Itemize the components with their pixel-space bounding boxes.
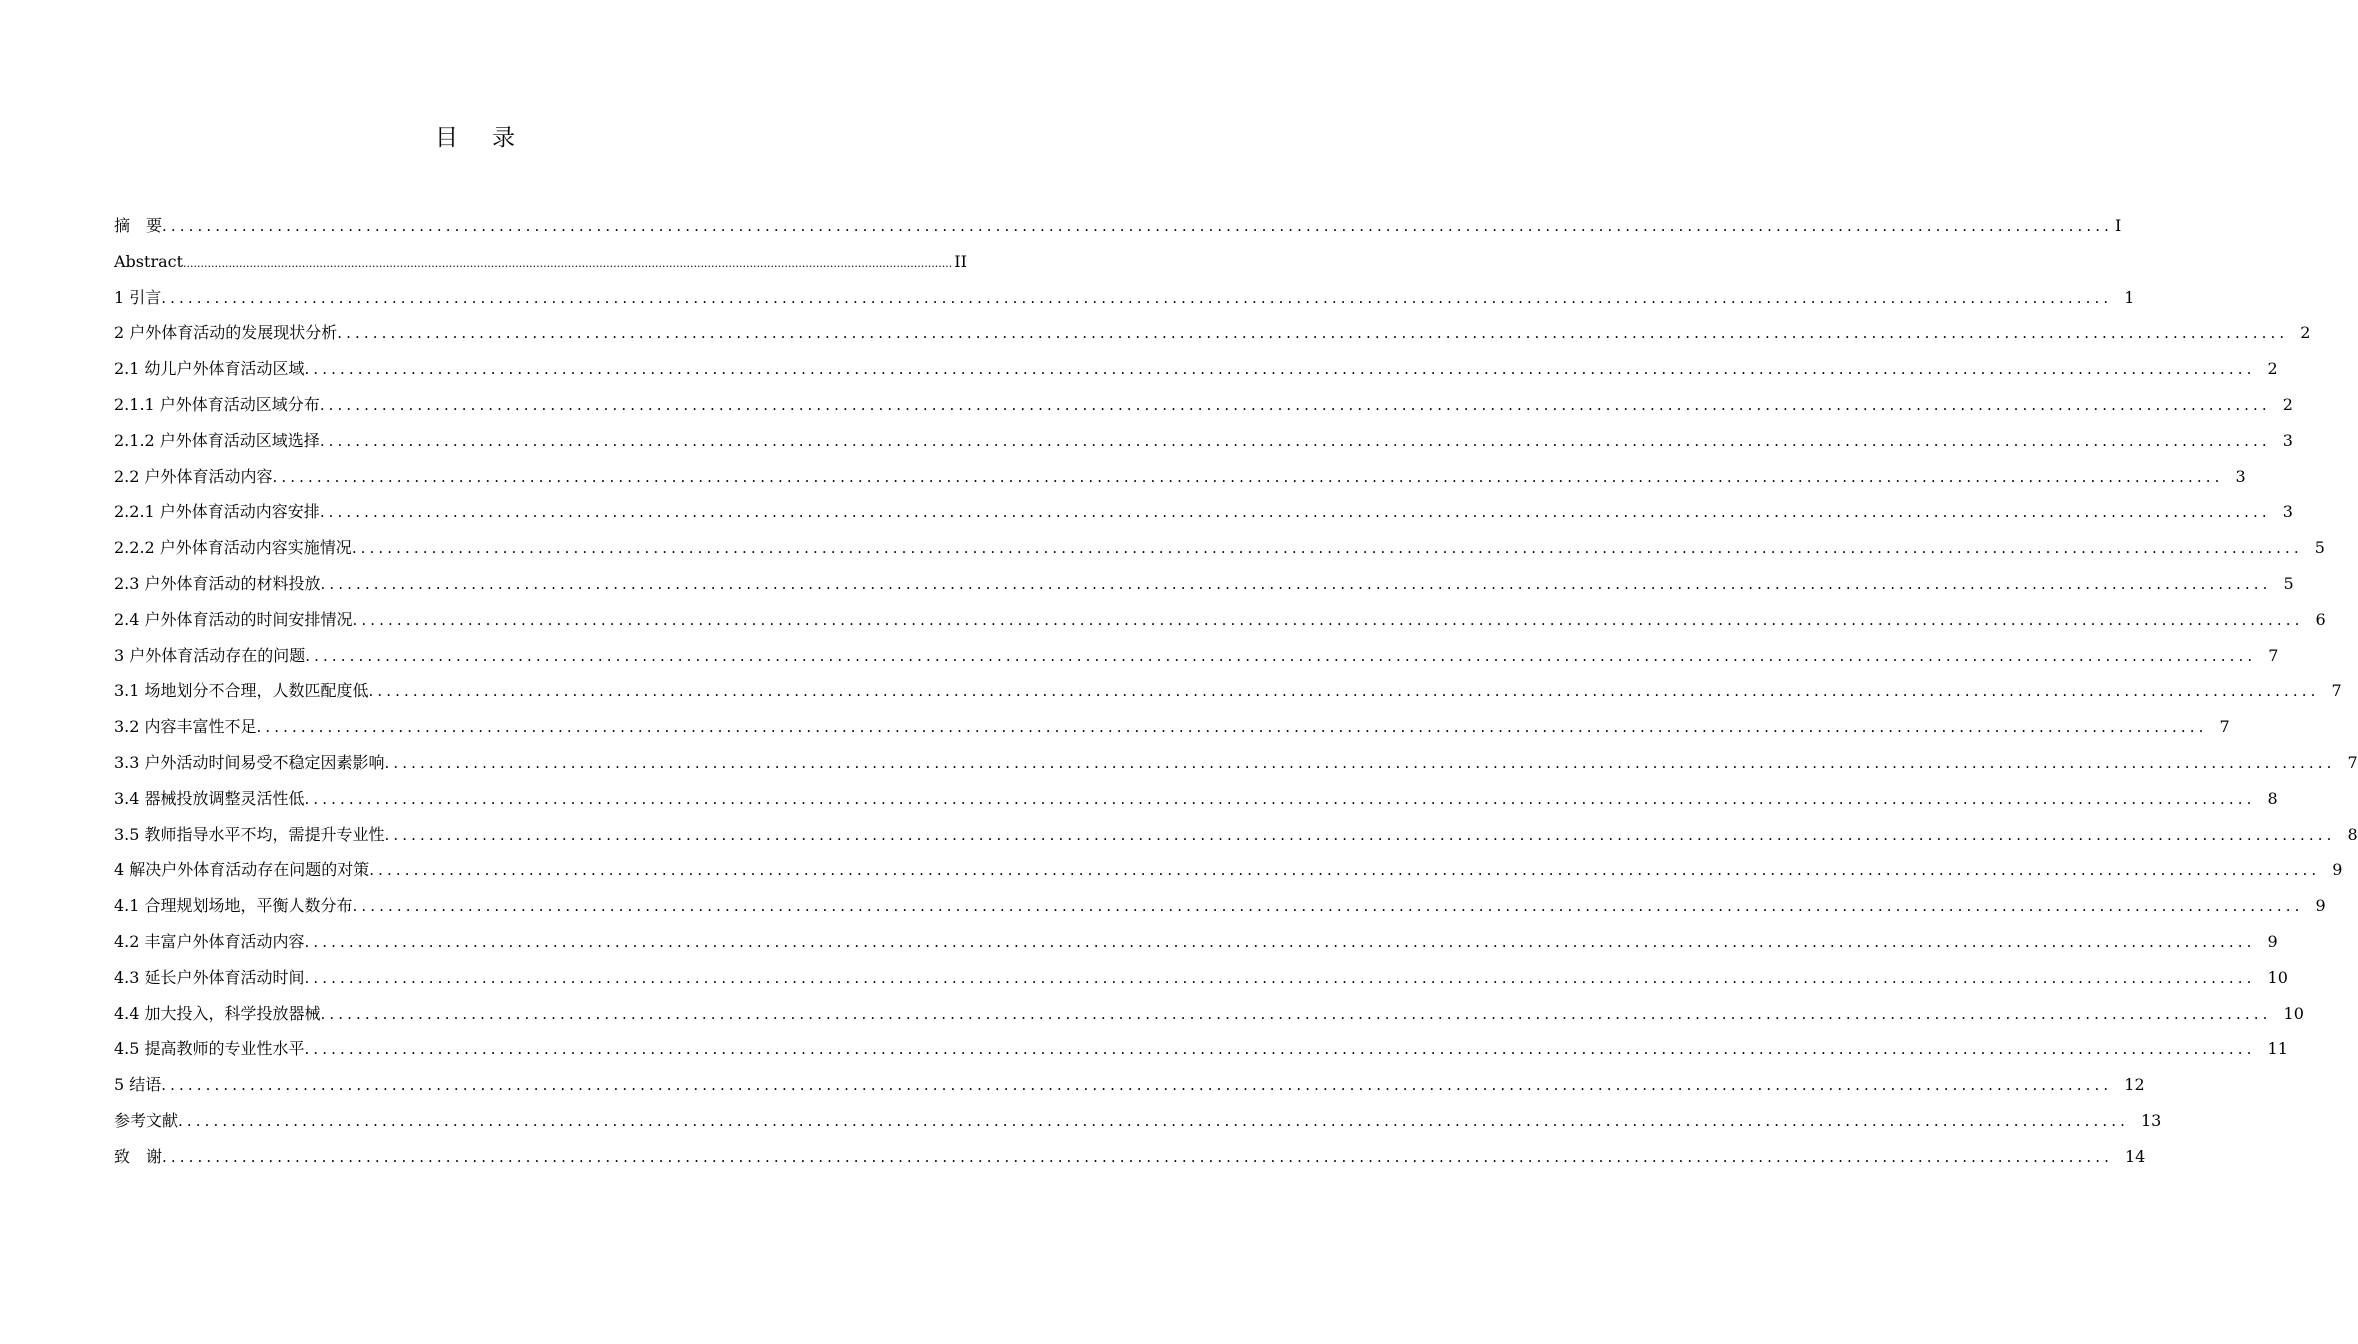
- toc-entry-label: 3.1 场地划分不合理，人数匹配度低: [114, 681, 369, 701]
- toc-entry-page-number: 9: [2315, 896, 2326, 916]
- toc-dot-leader: ............................................................................................................................................................................................................................: [369, 861, 2321, 880]
- toc-entry-label: 1 引言: [114, 287, 162, 307]
- toc-entry[interactable]: [114, 1031, 2288, 1067]
- toc-dot-leader: ............................................................................................................................................................................................................................: [337, 324, 2289, 343]
- toc-dot-leader: ............................................................................................................................................................................................................................: [384, 753, 2336, 772]
- toc-dot-leader: ............................................................................................................................................................................................................................: [384, 825, 2336, 844]
- toc-entry[interactable]: [114, 745, 2358, 781]
- toc-entry-label: 4.5 提高教师的专业性水平: [114, 1039, 305, 1059]
- toc-entry-page-number: 1: [2124, 287, 2135, 307]
- toc-entry[interactable]: [114, 960, 2288, 996]
- toc-entry[interactable]: [114, 315, 2311, 351]
- toc-dot-leader: ............................................................................................................................................................................................................................: [304, 968, 2256, 987]
- toc-entry-label: 2.1.1 户外体育活动区域分布: [114, 394, 320, 414]
- toc-entry[interactable]: [114, 781, 2278, 817]
- toc-entry-page-number: 2: [2282, 394, 2293, 414]
- toc-dot-leader: ............................................................................................................................................................................................................................: [368, 682, 2320, 701]
- toc-entry-page-number: 6: [2315, 609, 2326, 629]
- toc-entry-label: 3.5 教师指导水平不均，需提升专业性: [114, 824, 385, 844]
- toc-entry[interactable]: [114, 1067, 2145, 1103]
- toc-entry-page-number: II: [954, 251, 967, 271]
- toc-entry-label: 参考文献: [114, 1110, 179, 1130]
- toc-entry[interactable]: [114, 602, 2326, 638]
- toc-entry-label: 2.2.2 户外体育活动内容实施情况: [114, 538, 352, 558]
- toc-entry[interactable]: [114, 423, 2293, 459]
- toc-entry-page-number: 12: [2124, 1075, 2145, 1095]
- toc-title-char-2: 录: [492, 125, 515, 151]
- toc-entry-label: 2.1 幼儿户外体育活动区域: [114, 359, 305, 379]
- toc-dot-leader: ............................................................................................................................................................................................................................: [320, 574, 2272, 593]
- toc-entry-page-number: 8: [2347, 824, 2358, 844]
- toc-dot-leader: ............................................................................................................................................................................................................................: [319, 503, 2271, 522]
- toc-entry[interactable]: [114, 817, 2358, 853]
- toc-entry-page-number: 10: [2267, 967, 2288, 987]
- toc-entry[interactable]: [114, 888, 2326, 924]
- toc-entry-page-number: 3: [2282, 502, 2293, 522]
- toc-entry-page-number: 5: [2314, 538, 2325, 558]
- toc-entry-page-number: 3: [2282, 430, 2293, 450]
- toc-dot-leader: ............................................................................................................................................................................................................................: [351, 539, 2303, 558]
- toc-entry-page-number: 8: [2267, 788, 2278, 808]
- toc-dot-leader: ............................................................................................................................................................................................................................: [162, 1147, 2113, 1166]
- toc-entry[interactable]: [114, 351, 2278, 387]
- toc-dot-leader: ............................................................................................................................................................................................................................: [304, 789, 2256, 808]
- toc-entry[interactable]: [114, 924, 2278, 960]
- toc-entry[interactable]: [114, 852, 2343, 888]
- toc-entry[interactable]: [114, 459, 2246, 495]
- toc-entry-label: 摘 要: [114, 216, 163, 235]
- toc-entry[interactable]: [114, 208, 2122, 244]
- toc-dot-leader: ............................................................................................................................................................................................................................: [256, 718, 2208, 737]
- toc-entry-page-number: 5: [2283, 573, 2294, 593]
- toc-dot-leader: ............................................................................................................................................................................................................................: [319, 395, 2271, 414]
- toc-entry[interactable]: [114, 280, 2135, 316]
- toc-dot-leader: ............................................................................................................................................................................................................................: [319, 431, 2271, 450]
- toc-entry-label: 致 谢: [114, 1146, 163, 1166]
- toc-entry-label: 3 户外体育活动存在的问题: [114, 645, 306, 665]
- toc-dot-leader: ............................................................................................................................................................................................................................: [183, 256, 953, 270]
- toc-entry-label: 4 解决户外体育活动存在问题的对策: [114, 860, 370, 880]
- toc-entry[interactable]: [114, 566, 2294, 602]
- toc-entry-page-number: 9: [2267, 931, 2278, 951]
- toc-entry-label: 4.3 延长户外体育活动时间: [114, 967, 305, 987]
- toc-dot-leader: ............................................................................................................................................................................................................................: [305, 646, 2257, 665]
- toc-entry-label: 4.4 加大投入，科学投放器械: [114, 1003, 321, 1023]
- toc-entry-label: 2.3 户外体育活动的材料投放: [114, 573, 321, 593]
- toc-dot-leader: ............................................................................................................................................................................................................................: [304, 360, 2256, 379]
- toc-dot-leader: ............................................................................................................................................................................................................................: [320, 1004, 2272, 1023]
- toc-entry-page-number: I: [2115, 216, 2122, 235]
- toc-entry[interactable]: [114, 1139, 2146, 1175]
- toc-dot-leader: ............................................................................................................................................................................................................................: [162, 217, 2113, 235]
- toc-entry-page-number: 7: [2331, 681, 2342, 701]
- toc-entry-label: 2 户外体育活动的发展现状分析: [114, 323, 338, 343]
- toc-entry-page-number: 13: [2141, 1110, 2162, 1130]
- toc-dot-leader: ............................................................................................................................................................................................................................: [161, 1076, 2113, 1095]
- toc-entry[interactable]: [114, 494, 2293, 530]
- toc-dot-leader: ............................................................................................................................................................................................................................: [304, 932, 2256, 951]
- toc-entry-label: 3.3 户外活动时间易受不稳定因素影响: [114, 752, 385, 772]
- toc-dot-leader: ............................................................................................................................................................................................................................: [352, 610, 2304, 629]
- toc-title-char-1: 目: [435, 125, 458, 151]
- toc-entry-label: 5 结语: [114, 1075, 162, 1095]
- toc-dot-leader: ............................................................................................................................................................................................................................: [161, 288, 2113, 307]
- toc-entry-label: 2.4 户外体育活动的时间安排情况: [114, 609, 353, 629]
- toc-dot-leader: ............................................................................................................................................................................................................................: [178, 1111, 2129, 1130]
- toc-entry-label: 4.1 合理规划场地，平衡人数分布: [114, 896, 353, 916]
- toc-entry[interactable]: [114, 1103, 2162, 1139]
- toc-entry[interactable]: [114, 244, 967, 280]
- toc-dot-leader: ............................................................................................................................................................................................................................: [352, 897, 2304, 916]
- toc-entry[interactable]: [114, 638, 2279, 674]
- toc-title: [0, 122, 950, 154]
- toc-entry-page-number: 11: [2267, 1039, 2288, 1059]
- toc-entry-page-number: 14: [2125, 1146, 2146, 1166]
- toc-entry-page-number: 10: [2283, 1003, 2304, 1023]
- toc-entry[interactable]: [114, 709, 2230, 745]
- toc-dot-leader: ............................................................................................................................................................................................................................: [272, 467, 2224, 486]
- toc-entry-page-number: 3: [2235, 466, 2246, 486]
- toc-entry-label: 2.2 户外体育活动内容: [114, 466, 273, 486]
- toc-entry[interactable]: [114, 387, 2293, 423]
- toc-entry-page-number: 9: [2332, 860, 2343, 880]
- toc-dot-leader: ............................................................................................................................................................................................................................: [304, 1040, 2256, 1059]
- toc-entry-page-number: 7: [2219, 717, 2230, 737]
- toc-entry-label: 4.2 丰富户外体育活动内容: [114, 931, 305, 951]
- toc-entry-label: 2.2.1 户外体育活动内容安排: [114, 502, 320, 522]
- toc-entry-page-number: 2: [2300, 323, 2311, 343]
- toc-entry-page-number: 7: [2347, 752, 2358, 772]
- toc-entry-label: 3.2 内容丰富性不足: [114, 717, 257, 737]
- toc-entry[interactable]: [114, 996, 2304, 1032]
- table-of-contents: [114, 208, 2358, 1175]
- toc-entry-page-number: 2: [2267, 359, 2278, 379]
- toc-entry-label: Abstract: [114, 251, 184, 271]
- toc-entry[interactable]: [114, 530, 2325, 566]
- toc-entry-label: 2.1.2 户外体育活动区域选择: [114, 430, 320, 450]
- toc-entry-label: 3.4 器械投放调整灵活性低: [114, 788, 305, 808]
- toc-entry-page-number: 7: [2268, 645, 2279, 665]
- toc-entry[interactable]: [114, 673, 2342, 709]
